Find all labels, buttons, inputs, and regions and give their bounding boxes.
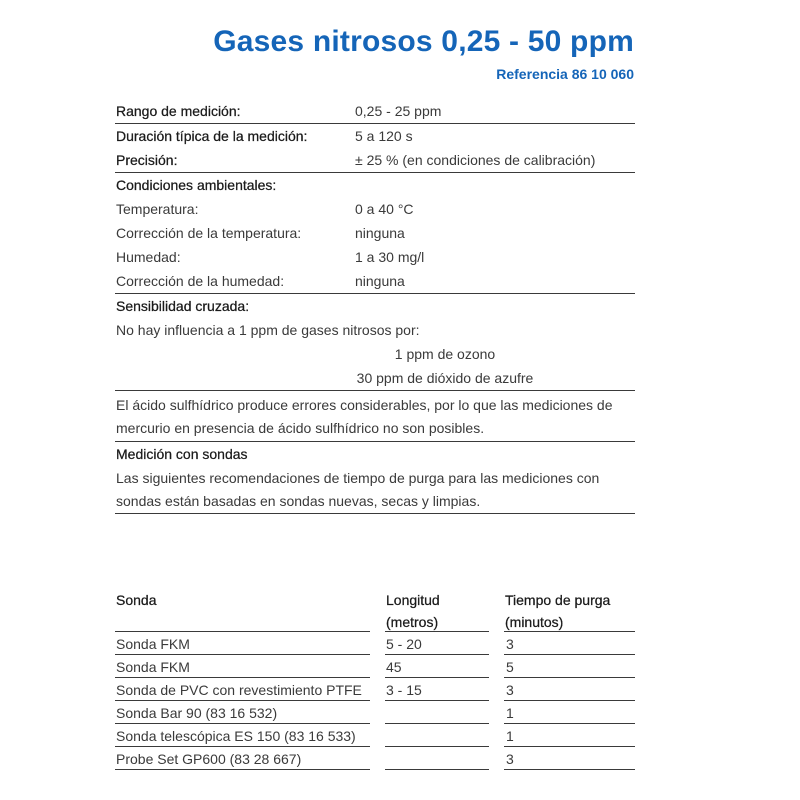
paragraph-line: El ácido sulfhídrico produce errores considerables, por lo que las mediciones de (116, 397, 613, 413)
spec-label: Corrección de la humedad: (116, 273, 285, 289)
spec-row-sensibilidad (115, 294, 635, 318)
spec-value: 5 a 120 s (355, 128, 413, 144)
table-row (115, 678, 635, 701)
cell-sonda: Sonda Bar 90 (83 16 532) (116, 705, 278, 721)
spec-label: Corrección de la temperatura: (116, 225, 302, 241)
spec-row-condiciones (115, 173, 635, 197)
spec-text: 30 ppm de dióxido de azufre (356, 370, 534, 386)
spec-text: No hay influencia a 1 ppm de gases nitrosos por: (116, 322, 420, 338)
table-row (115, 655, 635, 678)
spec-label: Temperatura: (116, 201, 199, 217)
spec-label: Duración típica de la medición: (116, 128, 308, 144)
divider (115, 769, 370, 770)
column-header-sonda: Sonda (116, 592, 157, 608)
spec-row-temperatura (115, 197, 635, 221)
spec-value: 0,25 - 25 ppm (355, 103, 442, 119)
probe-table (115, 588, 635, 770)
column-header-tiempo: Tiempo de purga (505, 592, 611, 608)
spec-row-precision (115, 148, 635, 173)
cell-sonda: Probe Set GP600 (83 28 667) (116, 751, 302, 767)
cell-tiempo: 1 (506, 728, 514, 744)
acido-paragraph (115, 391, 635, 442)
spec-label: Rango de medición: (116, 103, 241, 119)
medicion-paragraph (115, 466, 635, 514)
cell-longitud: 3 - 15 (386, 682, 422, 698)
spec-value: ± 25 % (en condiciones de calibración) (355, 152, 596, 168)
cell-tiempo: 3 (506, 636, 514, 652)
section-heading: Medición con sondas (116, 446, 248, 462)
table-row (115, 724, 635, 747)
spec-text: 1 ppm de ozono (394, 346, 496, 362)
page-title: Gases nitrosos 0,25 - 50 ppm (213, 25, 634, 58)
spec-label: Precisión: (116, 152, 178, 168)
table-row (115, 701, 635, 724)
spec-row-duracion (115, 124, 635, 148)
paragraph-line: Las siguientes recomendaciones de tiempo de purga para las mediciones con (116, 470, 600, 486)
spec-row-correccion-temp (115, 221, 635, 245)
cell-tiempo: 5 (506, 659, 514, 675)
spec-row-medicion (115, 442, 635, 466)
spec-value: 1 a 30 mg/l (355, 249, 425, 265)
cell-tiempo: 3 (506, 751, 514, 767)
column-header-tiempo-unit: (minutos) (505, 614, 564, 630)
column-header-longitud: Longitud (386, 592, 440, 608)
table-row (115, 747, 635, 770)
cell-longitud: 45 (386, 659, 402, 675)
cell-sonda: Sonda FKM (116, 659, 190, 675)
section-heading: Sensibilidad cruzada: (116, 298, 250, 314)
spec-label: Humedad: (116, 249, 181, 265)
reference-number: Referencia 86 10 060 (496, 66, 634, 82)
spec-row-ozono (115, 342, 635, 366)
spec-value: ninguna (355, 225, 405, 241)
column-header-longitud-unit: (metros) (386, 614, 439, 630)
cell-sonda: Sonda telescópica ES 150 (83 16 533) (116, 728, 356, 744)
cell-tiempo: 3 (506, 682, 514, 698)
spec-table (115, 99, 635, 514)
divider (385, 769, 489, 770)
spec-row-correccion-hum (115, 269, 635, 294)
cell-tiempo: 1 (506, 705, 514, 721)
cell-sonda: Sonda FKM (116, 636, 190, 652)
paragraph-line: mercurio en presencia de ácido sulfhídrico no son posibles. (116, 420, 485, 436)
divider (504, 769, 635, 770)
spec-row-sensibilidad-intro (115, 318, 635, 342)
spec-row-dioxido (115, 366, 635, 391)
cell-longitud: 5 - 20 (386, 636, 422, 652)
spec-row-rango (115, 99, 635, 124)
spec-row-humedad (115, 245, 635, 269)
cell-sonda: Sonda de PVC con revestimiento PTFE (116, 682, 362, 698)
table-row (115, 632, 635, 655)
paragraph-line: sondas están basadas en sondas nuevas, secas y limpias. (116, 493, 481, 509)
probe-table-header (115, 588, 635, 632)
spec-value: 0 a 40 °C (355, 201, 414, 217)
section-heading: Condiciones ambientales: (116, 177, 277, 193)
spec-value: ninguna (355, 273, 405, 289)
